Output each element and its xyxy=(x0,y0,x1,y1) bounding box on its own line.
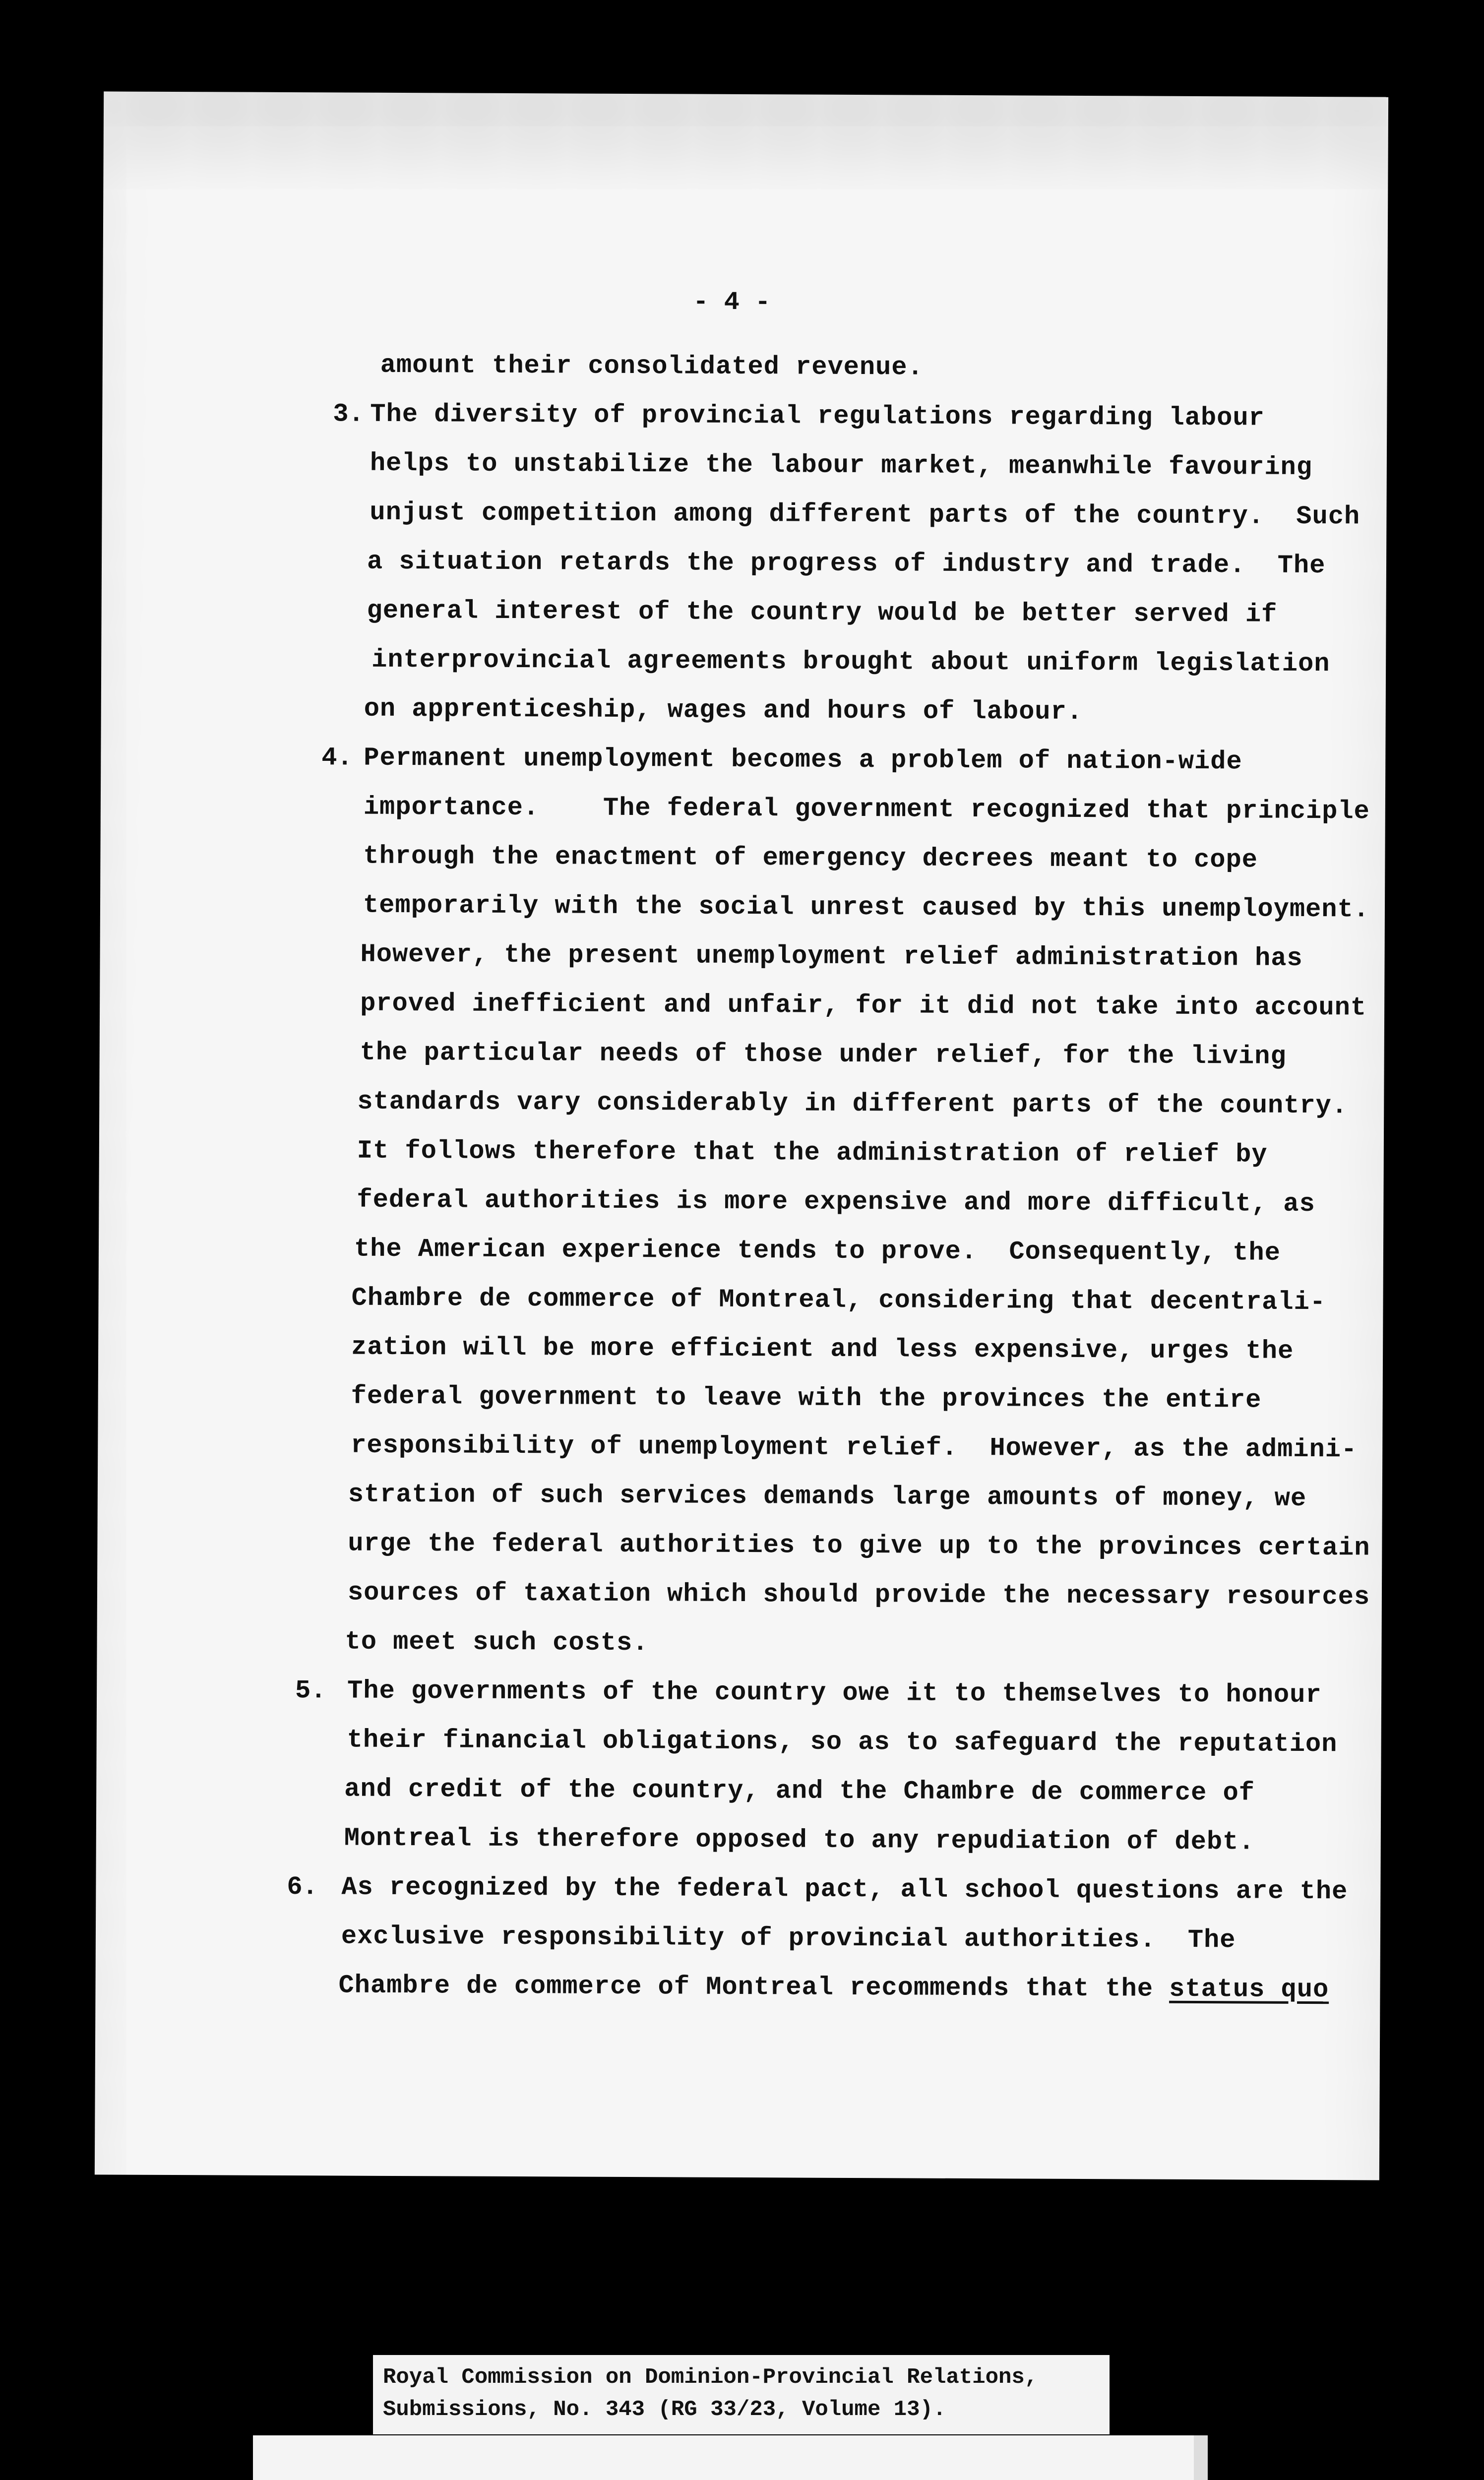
text-line: a situation retards the progress of industry and trade. The xyxy=(367,547,1326,581)
document-page xyxy=(95,91,1388,2180)
text-block xyxy=(104,91,1388,2005)
status-quo-underlined: status quo xyxy=(1169,1974,1329,2005)
text-line: to meet such costs. xyxy=(345,1627,649,1658)
text-line: Chambre de commerce of Montreal recommends that the status quo xyxy=(338,1971,1329,2005)
citation-label xyxy=(373,2355,1110,2434)
text-line: sources of taxation which should provide the necessary resources xyxy=(347,1578,1370,1612)
citation-line-1: Royal Commission on Dominion-Provincial Relations, xyxy=(383,2365,1038,2390)
archives-stamp xyxy=(253,2435,1208,2480)
text-line: general interest of the country would be better served if xyxy=(367,596,1278,629)
text-line: and credit of the country, and the Chambre de commerce of xyxy=(344,1774,1255,1808)
item-number: 6. xyxy=(287,1872,318,1902)
text-line: It follows therefore that the administration of relief by xyxy=(357,1136,1268,1170)
text-line: on apprenticeship, wages and hours of labour. xyxy=(364,694,1083,727)
text-line: Permanent unemployment becomes a problem of nation-wide xyxy=(364,743,1242,777)
text-line: responsibility of unemployment relief. However, as the admini- xyxy=(351,1430,1358,1465)
text-line: However, the present unemployment relief administration has xyxy=(360,939,1303,973)
text-line: through the enactment of emergency decrees meant to cope xyxy=(363,841,1258,875)
text-line: unjust competition among different parts of the country. Such xyxy=(370,497,1360,532)
text-line: Chambre de commerce of Montreal, considering that decentrali- xyxy=(351,1283,1326,1317)
text-line: Montreal is therefore opposed to any repudiation of debt. xyxy=(344,1823,1255,1857)
text-line: amount their consolidated revenue. xyxy=(380,350,924,382)
text-line: As recognized by the federal pact, all school questions are the xyxy=(341,1872,1348,1907)
item-number: 3. xyxy=(333,399,364,429)
text-line: helps to unstabilize the labour market, meanwhile favouring xyxy=(370,448,1313,483)
text-line: interprovincial agreements brought about uniform legislation xyxy=(371,645,1330,679)
text-line: temporarily with the social unrest caused by this unemployment. xyxy=(363,890,1370,925)
text-line: exclusive responsibility of provincial authorities. The xyxy=(341,1922,1236,1955)
text-line: their financial obligations, so as to safeguard the reputation xyxy=(347,1725,1338,1759)
stamp-fold-right xyxy=(1194,2435,1208,2480)
text-line: federal authorities is more expensive and more difficult, as xyxy=(357,1185,1315,1219)
text-line: the American experience tends to prove. Consequently, the xyxy=(354,1234,1281,1268)
text-line: importance. The federal government recognized that principle xyxy=(363,792,1370,826)
text-line: The diversity of provincial regulations regarding labour xyxy=(370,399,1265,433)
page-number: - 4 - xyxy=(693,287,771,317)
text-line: stration of such services demands large amounts of money, we xyxy=(348,1480,1307,1513)
text-line: proved inefficient and unfair, for it did not take into account xyxy=(360,989,1367,1023)
text-line: zation will be more efficient and less expensive, urges the xyxy=(351,1332,1294,1366)
citation-line-2: Submissions, No. 343 (RG 33/23, Volume 13). xyxy=(383,2397,946,2422)
text-line: urge the federal authorities to give up to the provinces certain xyxy=(348,1529,1370,1563)
text-line: standards vary considerably in different parts of the country. xyxy=(357,1087,1348,1121)
text-line: federal government to leave with the provinces the entire xyxy=(351,1381,1262,1415)
text-line: The governments of the country owe it to themselves to honour xyxy=(347,1676,1322,1710)
item-number: 5. xyxy=(295,1676,326,1706)
item-number: 4. xyxy=(321,743,353,773)
text-line: the particular needs of those under relief, for the living xyxy=(360,1038,1287,1071)
